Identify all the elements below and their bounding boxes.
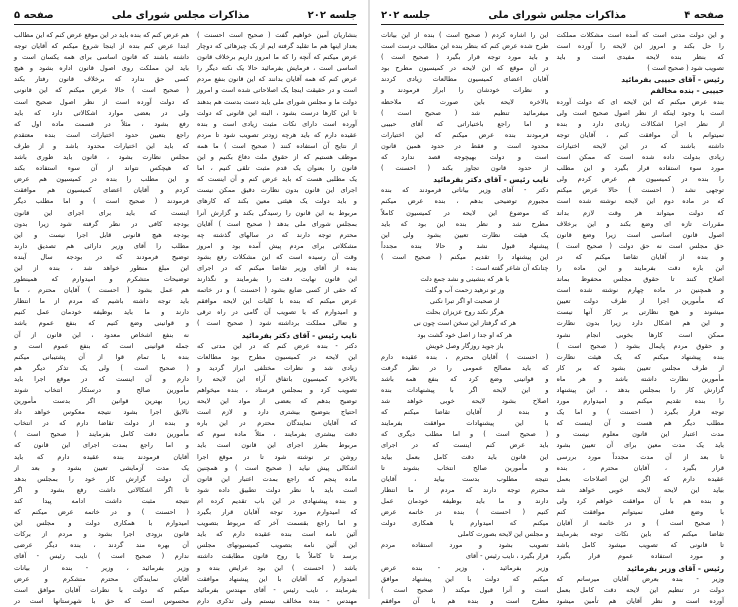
text-line: باید این مملکت روی اصول قانون اداره بشود و هیچ bbox=[14, 64, 189, 73]
text-line: مأمورین نظارت داشته باشد و هر ماه bbox=[556, 374, 724, 383]
text-line: آورده است دارای نکات مثبت زیادی است و بنده bbox=[197, 119, 357, 128]
text-line: امیدوارم با همکاری دولت و مجلس این bbox=[14, 519, 189, 528]
text-line: زیرا بهترین قوانین اگر بدست مأمورین bbox=[14, 397, 189, 406]
text-line: دکتر - آقای وزیر بیاناتی فرمودند که بنده bbox=[381, 186, 549, 195]
text-line: دولت در تنظیم این لایحه دقت کامل بعمل bbox=[556, 585, 724, 594]
text-line: ( احسنت ) و در خاتمه عرض میکنم که bbox=[14, 508, 189, 517]
text-line: داشته باشند که قانون اساسی برای همه یکسان است و bbox=[14, 53, 189, 62]
text-line: تا اگر اشکالاتی داشت رفع بشود و اگر bbox=[14, 485, 189, 494]
text-line: رئیس - آقای حبیبی بفرمائید bbox=[621, 75, 724, 85]
text-line: و قوانینی وضع کنیم که بنفع عموم باشد bbox=[14, 319, 189, 328]
text-line: ولی در بعضی موارد اشکالاتی دارد که باید bbox=[14, 108, 189, 117]
text-line: جمله قوانینی است که بنفع عموم است و bbox=[14, 341, 189, 350]
text-line: یک مطلبی هست که باید عرض کنم و آن اینست که bbox=[197, 175, 357, 184]
text-line: مطرح شد و نظر بنده این بود که باید bbox=[381, 219, 549, 228]
text-line: که حقی از کسی ضایع بشود ( احسنت ) و در خاتمه bbox=[197, 286, 357, 295]
text-line: باشد ( احسنت ) این بود عرایض بنده و bbox=[197, 563, 357, 572]
right-page-number: صفحه ۴ bbox=[684, 9, 724, 21]
text-line: وز تو نرهید زحمت آب و گلت bbox=[425, 286, 505, 295]
text-line: که هیچکس نتواند از آن سوء استفاده بکند bbox=[14, 164, 189, 173]
text-line: که دولت آورده است از نظر اصول صحیح است bbox=[14, 97, 189, 106]
text-line: نایب رئیس - آقای دکتر بفرمائید bbox=[433, 175, 549, 185]
text-line: و بنده از آقایان تقاضا میکنم که در bbox=[556, 252, 724, 261]
text-line: که امیدوارم مورد توجه آقایان قرار بگیرد bbox=[197, 508, 357, 517]
right-page-column-right bbox=[556, 30, 725, 605]
text-line: بنده عرض میکنم که این لایحه ای که دولت آورده bbox=[556, 97, 724, 106]
text-line: اصول قانون اساسی است زیرا وضع قانون bbox=[556, 230, 724, 239]
text-line: نمیتوانم با آن موافقت کنم ، آقایان توجه bbox=[556, 130, 724, 139]
text-line: بفرمایند ، نایب رئیس - آقای مهندس بفرمائید bbox=[197, 585, 357, 594]
right-page-columns bbox=[381, 30, 724, 605]
text-line: که دولت میتواند هر وقت لازم بداند bbox=[556, 208, 724, 217]
text-line: کسی حق ندارد که برخلاف قانون رفتار بکند bbox=[14, 75, 189, 84]
text-line: آئین نامه است بنده عقیده دارم که باید bbox=[197, 530, 357, 539]
text-line: تا قانونی که تصویب میشود کامل باشد bbox=[556, 541, 724, 550]
text-line: چنانکه آن شاعر گفته است : bbox=[471, 263, 549, 272]
text-line: آقایان نمایندگان محترم متشکرم و عرض bbox=[14, 574, 189, 583]
text-line: ممکن است کارها بخوبی انجام نشود bbox=[556, 330, 724, 339]
text-line: است و آنرا قبول میکند ( صحیح است ) bbox=[381, 585, 549, 594]
right-page-header bbox=[381, 6, 724, 25]
text-line: توضیح بدهم که بعضی از مواد این لایحه bbox=[197, 397, 357, 406]
text-line: آقایان فرمودند بنده عقیده دارم که باید bbox=[14, 452, 189, 461]
text-line: و بنده از دولت تقاضا دارم که در انتخاب bbox=[14, 419, 189, 428]
text-line: محترم توجه دارند که مردم از ما انتظار bbox=[381, 485, 549, 494]
text-line: و بنده هم با آن موافقت خواهم کرد ولی bbox=[556, 496, 724, 505]
text-line: و اما راجع باختیاراتی که آقای حبیبی bbox=[381, 119, 549, 128]
text-line: و مجلس این لایحه بصورت کاملی bbox=[457, 530, 549, 539]
text-line: این قانون نهایت دقت را بفرمایند و نگذارند bbox=[197, 275, 357, 284]
text-line: که مأمورین اجرا از طرف دولت تعیین bbox=[556, 297, 724, 306]
text-line: وزیر بفرمائید ، وزیر - بنده از بیانات bbox=[14, 563, 189, 572]
text-line: مأمورین دقت کامل بفرمایند ( صحیح است ) bbox=[14, 430, 189, 439]
text-line: و این مطلب را بنده در کمیسیون هم عرض bbox=[14, 175, 189, 184]
text-line: وقت آن رسیده است که این مشکلات رفع بشود bbox=[197, 252, 357, 261]
text-line: تصویب بشود و مورد استفاده مردم bbox=[381, 541, 549, 550]
text-line: راجع بتعیین حدود اختیارات است بنده معتقدم bbox=[14, 130, 189, 139]
right-page bbox=[369, 0, 738, 605]
text-line: اجرای این قانون بدون نظارت دقیق ممکن نیست bbox=[197, 186, 357, 195]
text-line: از نظر اجرا اشکالات زیادی دارد و بنده bbox=[556, 119, 724, 128]
text-line: تصویب شود ( صحیح است ) bbox=[647, 64, 724, 73]
text-line: ماده پنجم که راجع بمدت اعتبار این قانون bbox=[197, 474, 357, 483]
left-page-columns bbox=[14, 30, 357, 605]
text-line: مطلب دیگر هم هست و آن اینست که bbox=[556, 419, 724, 428]
text-line: گزارش کار را بمجلس بدهد ، این پیشنهاد bbox=[556, 386, 724, 394]
text-line: این قانون باید دقت کامل بعمل بیاید bbox=[381, 452, 549, 461]
text-line: با هر که بنشینی و نشد جمع دلت bbox=[420, 275, 510, 284]
text-line: را حل بکند و امروز این لایحه را آورده است bbox=[556, 42, 724, 51]
text-line: امیدوارم که آقایان با این پیشنهاد موافقت bbox=[197, 574, 357, 583]
text-line: طرح شده عرض کنم که بنظر بنده این مطالب درست است bbox=[381, 42, 549, 51]
text-line: عقیده دارم که باید هرچه زودتر تصویب شود تا مردم bbox=[197, 130, 357, 139]
left-page bbox=[0, 0, 369, 605]
text-line: در آن موقع که این لایحه در کمیسیون مطرح بود bbox=[381, 64, 549, 73]
text-line: و تعالی مملکت برداشته شود ( صحیح است ) bbox=[197, 319, 357, 328]
text-line: تا بعد از آن مدت مجدداً مورد بررسی bbox=[556, 452, 724, 461]
text-line: ( صحیح است ) و اما مطلب دیگری که bbox=[381, 430, 549, 439]
text-line: عقیده دارم که اگر این اصلاحات بعمل bbox=[556, 474, 724, 483]
text-line: رئیس - آقای وزیر بفرمائید bbox=[626, 563, 724, 573]
text-line: ندارم ( صحیح است ) نایب رئیس - آقای bbox=[14, 552, 189, 561]
text-line: داشته باشند که در این لایحه اختیارات bbox=[556, 141, 724, 150]
text-line: عرض میکنم که بنده با کلیات این لایحه موافقم bbox=[197, 297, 357, 306]
text-line: هر که گرفتار این سخن است چون نی bbox=[413, 319, 517, 328]
text-line: آن دولت گزارش کار خود را بمجلس بدهد bbox=[14, 474, 189, 483]
text-line: و باید مورد توجه قرار بگیرد ( صحیح است ) bbox=[381, 53, 549, 62]
text-line: ( صحیح است ) ولی یک تذکر دیگر هم bbox=[14, 363, 189, 372]
text-line: این را اشاره کردم ( صحیح است ) بنده از این بیانات bbox=[381, 31, 549, 39]
text-line: باید توجه داشته باشیم که مردم از ما انتظار bbox=[14, 297, 189, 306]
text-line: باید یک مدت معین برای آن تعیین بشود bbox=[556, 441, 724, 450]
text-line: که در ماده دوم این لایحه نوشته شده است bbox=[556, 197, 724, 206]
text-line: قرار بگیرد ، آقایان محترم ، بنده bbox=[556, 463, 724, 472]
text-line: این پیشنهاد را تقدیم میکنم ( صحیح است ) bbox=[381, 252, 549, 261]
text-line: از صحبت او اگر تبرا نکنی bbox=[429, 297, 500, 306]
text-line: که آقایان نمایندگان محترم در این باره bbox=[197, 419, 357, 428]
text-line: تا این کارها درست بشود ، البته این قانونی که دولت bbox=[197, 108, 357, 117]
text-line: بودجه هیچ قانونی قابل اجرا نیست و این bbox=[14, 230, 189, 239]
text-line: مربوط به این قانون را رسیدگی بکند و گزارش آنرا bbox=[197, 208, 357, 217]
text-line: تصویب کرد و بمجلس فرستاد ، بنده میخواهم bbox=[197, 386, 357, 394]
text-line: دارم و آن اینست که در موقع اجرا باید bbox=[14, 374, 189, 383]
text-line: رفع بشود ، مثلاً در قسمت ماده اول که bbox=[14, 119, 189, 128]
text-line: نتیجه مطلوب بدست بیاید ، آقایان bbox=[381, 474, 549, 483]
text-line: مدت اعتبار این قانون معلوم نیست و bbox=[556, 430, 724, 439]
text-line: توجه قرار بگیرد ( احسنت ) و اما یک bbox=[556, 408, 724, 417]
text-line: تقاضا میکنم که باین نکات توجه بفرمایند bbox=[556, 530, 724, 539]
left-page-column-right bbox=[197, 30, 357, 605]
text-line: مشکلاتی برای مردم پیش آمده بود و امروز bbox=[197, 241, 357, 250]
text-line: مطرح است و بنده هم با آن موافقم bbox=[381, 596, 549, 605]
text-line: احتیاج بتوضیح بیشتری دارد و لازم است bbox=[197, 408, 357, 417]
text-line: که موضوع این لایحه در کمیسیون کاملاً bbox=[381, 208, 549, 217]
text-line: ابتدا عرض کنم بنده از اینجا شروع میکنم که آقایان توجه bbox=[14, 42, 189, 51]
left-page-column-left bbox=[14, 30, 189, 605]
text-line: بالاخره کمیسیون باتفاق آراء این لایحه را bbox=[197, 374, 357, 383]
text-line: بیاید این لایحه لایحه خوبی خواهد شد bbox=[556, 485, 724, 494]
text-line: دکتر - بنده عرض کنم که در این مدتی که bbox=[197, 341, 357, 350]
text-line: عرض میکنم که آنچه را که ما امروز داریم برخلاف قانون bbox=[197, 53, 357, 62]
text-line: بنشاریان آمین خواهیم گفت ( صحیح است احسنت ) bbox=[197, 31, 357, 39]
text-line: را بنده در کمیسیون هم عرض کردم ولی bbox=[556, 175, 724, 184]
text-line: میشوند و هیچ نظارتی بر کار آنها نیست bbox=[556, 308, 724, 317]
text-line: محترم توجه دارند که در سالهای گذشته چه bbox=[197, 230, 357, 239]
text-line: از طرف مجلس تعیین بشود که بر کار bbox=[556, 363, 724, 372]
text-line: توضیح فرمودند که در بودجه سال آینده bbox=[14, 252, 189, 261]
text-line: و بنده از آقایان تقاضا میکنم که bbox=[381, 408, 549, 417]
text-line: قانون بزودی اجرا بشود و مردم از برکات bbox=[14, 530, 189, 539]
text-line: و قوانینی وضع کرد که بنفع همه باشد bbox=[381, 374, 549, 383]
text-line: قرار بگیرد ، نایب رئیس - آقای bbox=[465, 552, 549, 561]
text-line: عرض کنم که همه آقایان بدانند که این قانون بنفع مردم bbox=[197, 75, 357, 84]
text-line: برسد تا کاملاً با روح قانون مطابقت داشته bbox=[197, 552, 357, 561]
text-line: این باره دقت بفرمایند و این ماده را bbox=[556, 263, 724, 272]
text-line: دارند و ما باید بوظیفه خودمان عمل کنیم bbox=[14, 308, 189, 317]
text-line: آقایان اعضای کمیسیون مطالعات زیادی کردند bbox=[381, 75, 549, 84]
text-line: بودجه کافی در نظر گرفته شود زیرا بدون bbox=[14, 219, 189, 228]
text-line: بنده با تمام قوا از آن پشتیبانی میکنم bbox=[14, 352, 189, 361]
text-line: که باید مصالح عمومی را در نظر گرفت bbox=[381, 363, 549, 372]
text-line: هر که او جدا ز اصل خود گشت بود bbox=[417, 330, 513, 339]
text-line: از حدود قانون تجاوز بکند ( احسنت ) bbox=[381, 164, 549, 173]
text-line: است با وجود اینکه از نظر اصول صحیح است ولی bbox=[556, 108, 724, 117]
text-line: و اما راجع بمدت اجرای این قانون که bbox=[14, 441, 189, 450]
text-line: میکنم که دولت با این پیشنهاد موافق bbox=[381, 574, 549, 583]
text-line: حق مجلس است نه حق دولت ( صحیح است ) bbox=[556, 241, 724, 250]
text-line: مربوط بطرز اجرای این قانون است باید bbox=[197, 441, 357, 450]
text-line: و همچنین در ماده چهارم نوشته شده است bbox=[556, 286, 724, 295]
text-line: این مبلغ منظور خواهد شد ، بنده از این bbox=[14, 263, 189, 272]
text-line: این آئین نامه بتصویب کمیسیونهای مجلس bbox=[197, 541, 357, 550]
text-line: وزیر بفرمائید ، وزیر - بنده عرض bbox=[381, 563, 549, 572]
text-line: بنده پیشنهاد میکنم که یک هیئت نظارت bbox=[556, 352, 724, 361]
left-page-title: مذاکرات مجلس شورای ملی bbox=[111, 9, 250, 21]
text-line: کردم و آقایان اعضای کمیسیون هم موافقت bbox=[14, 186, 189, 195]
text-line: دولت ما و مجلس شورای ملی باید دست بدست هم بدهند bbox=[197, 97, 357, 106]
text-line: و حقوق مردم پایمال بشود ( صحیح است ) bbox=[556, 341, 724, 350]
text-line: مأمورین صالح و درستکار انتخاب شوند bbox=[14, 386, 189, 394]
text-line: و مأمورین صالح انتخاب بشوند تا bbox=[381, 463, 549, 472]
text-line: را بنده تقدیم میکنم و امیدوارم مورد bbox=[556, 397, 724, 406]
text-line: زیادی شد و نظرات مختلفی ابراز گردید و bbox=[197, 363, 357, 372]
text-line: و امیدوارم که با تصویب آن گامی در راه ترقی bbox=[197, 308, 357, 317]
text-line: و بنده پیشنهادی در این باب تقدیم کرده ام bbox=[197, 496, 357, 505]
left-page-session: جلسه ۲۰۲ bbox=[307, 9, 357, 21]
text-line: یک هیئت نظارت تعیین بشود ولی این bbox=[381, 230, 549, 239]
text-line: بنده از آقای وزیر تقاضا میکنم که در اجرای bbox=[197, 263, 357, 272]
text-line: نه بنفع اشخاص معدود ، این قانون از آن bbox=[14, 330, 189, 339]
text-line: میکنم که دولت با نظرات آقایان موافق است bbox=[14, 585, 189, 594]
text-line: است باید با نظر دولت تطبیق داده شود bbox=[197, 485, 357, 494]
text-line: و این دولت مدتی است که آمده است مشکلات مملکت bbox=[556, 31, 724, 39]
text-line: این لایحه در کمیسیون مطرح بود مطالعات bbox=[197, 352, 357, 361]
text-line: مقررات تازه ای وضع بکند و این برخلاف bbox=[556, 219, 724, 228]
text-line: با وضع فعلی نمیتوانم موافقت کنم bbox=[556, 508, 724, 517]
text-line: ( صحیح است ) و در خاتمه از آقایان bbox=[556, 519, 724, 528]
text-line: آن بهره مند گردند ، بنده دیگر عرضی bbox=[14, 541, 189, 550]
text-line: اساسی است ، فرمایش بفرمائید حالا یک نکته دیگر را bbox=[197, 64, 357, 73]
right-page-title: مذاکرات مجلس شورای ملی bbox=[488, 9, 627, 21]
text-line: هم عرض کنم که بنده باید در این موقع عرض کنم که این مطالب bbox=[14, 31, 189, 39]
text-line: حبیبی - بنده مخالفم bbox=[650, 86, 724, 96]
text-line: و اما راجع بقسمت آخر که مربوط بتصویب bbox=[197, 519, 357, 528]
text-line: زیادی بدولت داده شده است که ممکن است bbox=[556, 153, 724, 162]
text-line: روشن تر نوشته شود تا در موقع اجرا bbox=[197, 452, 357, 461]
text-line: میفرمائید تنظیم شد ( صحیح است ) bbox=[381, 108, 549, 117]
text-line: اشکالی پیش نیاید ( صحیح است ) و همچنین bbox=[197, 463, 357, 472]
text-line: و این هم اشکال دارد زیرا بدون نظارت bbox=[556, 319, 724, 328]
text-line: مجبورم توضیحی بدهم ، بنده عرض میکنم bbox=[381, 197, 549, 206]
text-line: فرمودند بنده عرض میکنم که این اختیارات bbox=[381, 130, 549, 139]
text-line: است و در حقیقت اینجا یک اصلاحاتی شده است و امروز bbox=[197, 86, 357, 95]
text-line: که باید این اختیارات محدود باشد و از طرف bbox=[14, 141, 189, 150]
text-line: و این لایحه اگر با پیشنهادات بنده bbox=[381, 386, 549, 394]
text-line: با این پیشنهادات موافقت بفرمایند bbox=[381, 419, 549, 428]
text-line: آورده است و نظر آقایان هم تأمین میشود bbox=[556, 596, 724, 605]
text-line: باز جوید روزگار وصل خویش bbox=[425, 341, 504, 350]
text-line: نتیجه مثبت داشت ادامه پیدا کند bbox=[14, 496, 189, 505]
text-line: یک مدت آزمایشی تعیین بشود و بعد از bbox=[14, 463, 189, 472]
left-page-number: صفحه ۵ bbox=[14, 9, 54, 21]
text-line: دقت بیشتری بفرمایند ، مثلاً ماده سوم که bbox=[197, 430, 357, 439]
text-line: نالایق اجرا بشود نتیجه معکوس خواهد داد bbox=[14, 408, 189, 417]
text-line: پیشنهاد قبول نشد و حالا بنده مجدداً bbox=[381, 241, 549, 250]
text-line: مهندس - بنده مخالف نیستم ولی تذکری دارم bbox=[197, 596, 357, 605]
left-page-header bbox=[14, 6, 357, 25]
text-line: بالاخره لایحه باین صورت که ملاحظه bbox=[381, 97, 549, 106]
text-line: بمجلس شورای ملی بدهد ( صحیح است ) آقایان bbox=[197, 219, 357, 228]
text-line: که بنظر بنده لایحه مفیدی است و باید bbox=[556, 53, 724, 62]
text-line: دارند و ما باید بوظیفه خودمان عمل bbox=[381, 496, 549, 505]
text-line: باید عرض کنم اینست که در اجرای bbox=[381, 441, 549, 450]
text-line: مطلب را آقای وزیر دارائی هم تصدیق دارند bbox=[14, 241, 189, 250]
text-line: وزیر - بنده بعرض آقایان میرسانم که bbox=[556, 574, 724, 583]
text-line: میکنم که امیدوارم با همکاری دولت bbox=[381, 519, 549, 528]
text-line: است و دولت بهیچوجه قصد ندارد که bbox=[381, 153, 549, 162]
text-line: اینست که باید برای اجرای این قانون bbox=[14, 208, 189, 217]
text-line: کنیم ( احسنت ) بنده در خاتمه عرض bbox=[381, 508, 549, 517]
text-line: هرگز نکند روح عزیزان بحلت bbox=[425, 308, 504, 317]
text-line: نایب رئیس - آقای دکتر بفرمائید bbox=[241, 330, 357, 340]
text-line: موظف هستیم که از حقوق ملت دفاع بکنیم و این bbox=[197, 153, 357, 162]
text-line: قانون را بعنوان یک قدم مثبت تلقی کنیم ، اما bbox=[197, 164, 357, 173]
text-line: از نتایج آن استفاده کنند ( صحیح است ) ما همه bbox=[197, 141, 357, 150]
text-line: و نظرات خودشان را ابراز فرمودند و bbox=[381, 86, 549, 95]
text-line: محسوس است که حق با شهرستانها است در bbox=[14, 596, 189, 605]
text-line: و باید دولت یک هیئتی معین بکند که کارهای bbox=[197, 197, 357, 206]
text-line: ( صحیح است ) حالا عرض میکنم که این قانونی bbox=[14, 86, 189, 95]
right-page-column-left bbox=[381, 30, 549, 605]
text-line: محدود است و فقط در حدود همین قانون bbox=[381, 141, 549, 150]
text-line: اصلاح بشود لایحه خوبی خواهد شد bbox=[381, 397, 549, 406]
text-line: هم عمل بشود ( احسنت ) آقایان محترم ، ما bbox=[14, 286, 189, 295]
right-page-session: جلسه ۲۰۲ bbox=[381, 9, 431, 21]
text-line: و مورد استفاده عموم قرار بگیرد bbox=[556, 552, 724, 561]
text-line: اصلاح کنند تا حقوق مجلس محفوظ بماند bbox=[556, 275, 724, 284]
text-line: مورد سوء استفاده قرار بگیرد و این مطلب bbox=[556, 164, 724, 173]
text-line: ( احسنت ) آقایان محترم ، بنده عقیده دارم bbox=[381, 352, 549, 361]
text-line: توضیحات متشکرم و امیدوارم که همینطور bbox=[14, 275, 189, 284]
text-line: فرمودند ( صحیح است ) و اما مطلب دیگر bbox=[14, 197, 189, 206]
text-line: مجلس نظارت بشود ، قانون باید طوری باشد bbox=[14, 153, 189, 162]
text-line: توجهی نشد ( احسنت ) حالا عرض میکنم bbox=[556, 186, 724, 195]
text-line: بعداز اینها هم ما تقلید گرفته ایم از یک چیزهائی که دوچار bbox=[197, 42, 357, 51]
